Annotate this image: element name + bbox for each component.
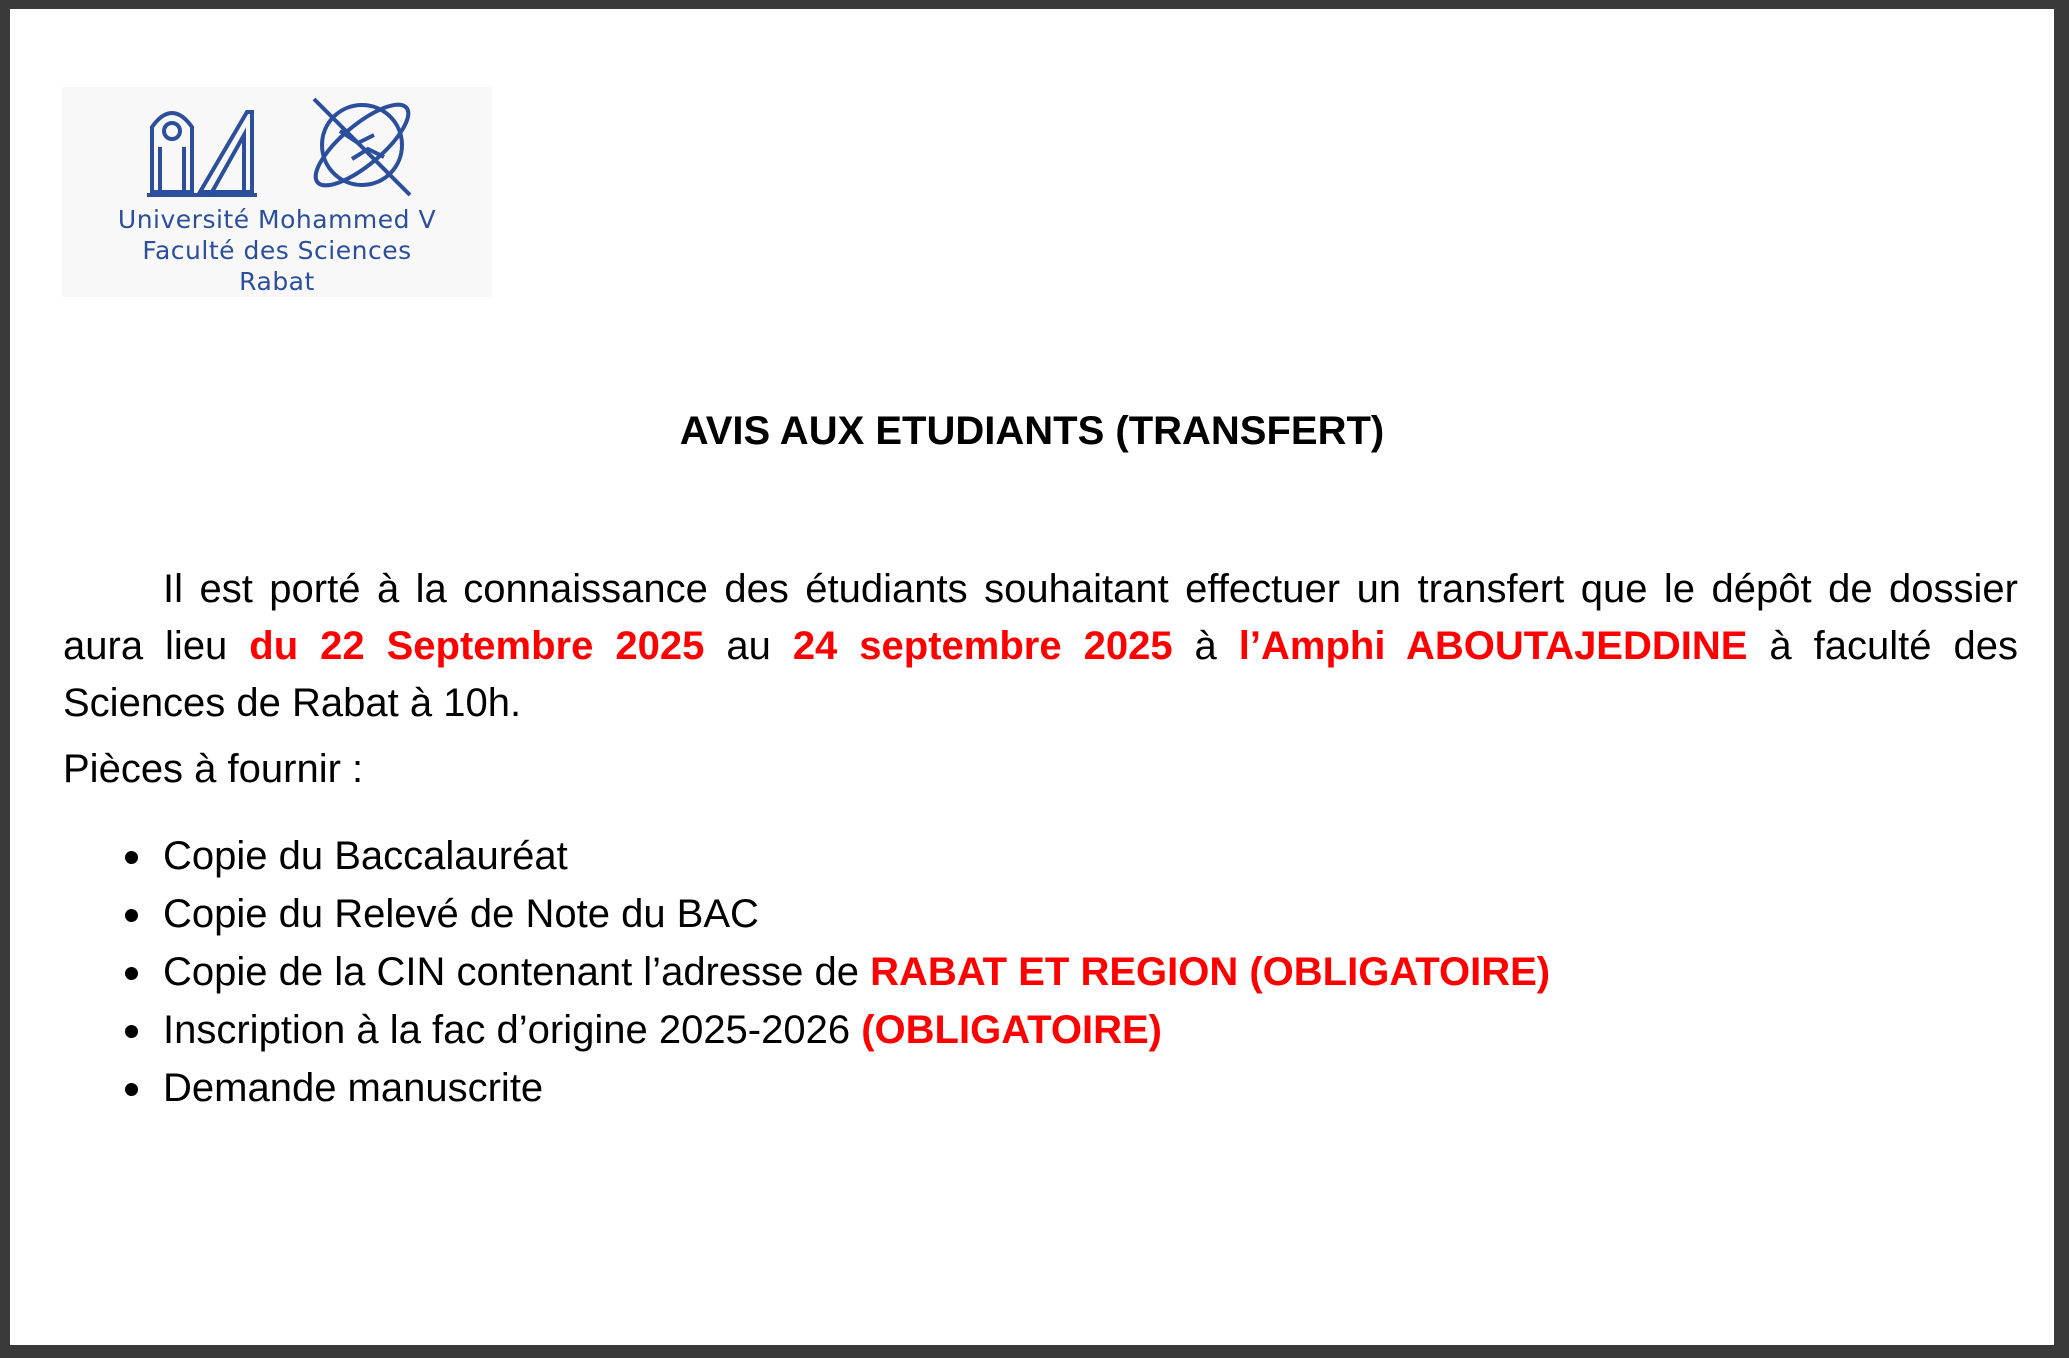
bullet-icon bbox=[125, 1025, 138, 1038]
date-end: 24 septembre 2025 bbox=[792, 624, 1173, 668]
location: l’Amphi ABOUTAJEDDINE bbox=[1238, 624, 1748, 668]
requirement-text: Copie du Relevé de Note du BAC bbox=[163, 892, 759, 936]
requirement-text: Inscription à la fac d’origine 2025-2026 bbox=[163, 1008, 862, 1052]
pieces-label: Pièces à fournir : bbox=[63, 747, 364, 791]
requirement-highlight: RABAT ET REGION (OBLIGATOIRE) bbox=[870, 950, 1551, 994]
list-item bbox=[63, 1001, 1550, 1059]
requirement-text: Copie de la CIN contenant l’adresse de bbox=[163, 950, 871, 994]
requirement-text: Demande manuscrite bbox=[163, 1066, 544, 1110]
bullet-icon bbox=[125, 909, 138, 922]
requirement-highlight: (OBLIGATOIRE) bbox=[861, 1008, 1162, 1052]
university-logo bbox=[62, 87, 492, 297]
paragraph-text-4: à faculté des Sciences de Rabat à 10h. bbox=[63, 624, 2018, 725]
notice-title: AVIS AUX ETUDIANTS (TRANSFERT) bbox=[679, 409, 1385, 453]
bullet-icon bbox=[125, 967, 138, 980]
requirement-text: Copie du Baccalauréat bbox=[163, 834, 568, 878]
logo-faculty-name: Faculté des Sciences bbox=[142, 236, 412, 265]
list-item bbox=[63, 827, 1550, 885]
bullet-icon bbox=[125, 1083, 138, 1096]
date-start: du 22 Septembre 2025 bbox=[249, 624, 705, 668]
paragraph-text-1: Il est porté à la connaissance des étudiants souhaitant effectuer un transfert que le dépôt de dossier aura lieu bbox=[63, 567, 2018, 668]
list-item bbox=[63, 1059, 1550, 1117]
paragraph-text-3: à bbox=[1172, 624, 1239, 668]
logo-university-name: Université Mohammed V bbox=[117, 205, 437, 234]
bullet-icon bbox=[125, 851, 138, 864]
notice-paragraph bbox=[63, 561, 2018, 732]
paragraph-text-2: au bbox=[704, 624, 793, 668]
list-item bbox=[63, 943, 1550, 1001]
logo-city: Rabat bbox=[239, 267, 315, 296]
requirements-list bbox=[63, 827, 1550, 1117]
list-item bbox=[63, 885, 1550, 943]
notice-page bbox=[10, 9, 2054, 1345]
